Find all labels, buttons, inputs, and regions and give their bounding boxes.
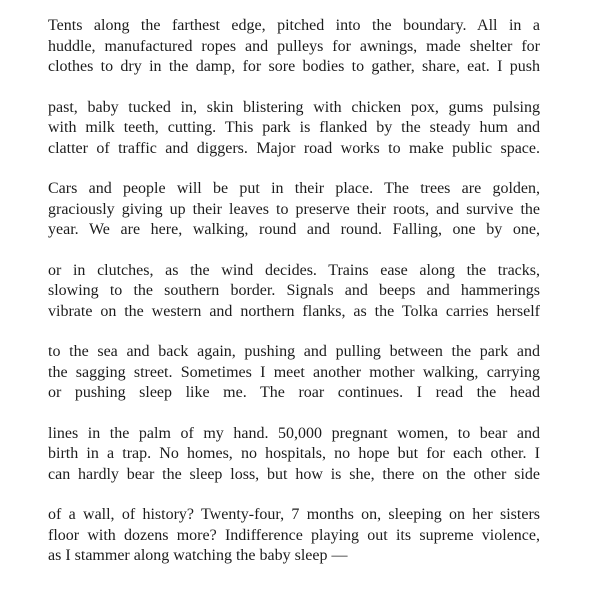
stanza-4 [48,261,540,323]
stanza-7 [48,505,540,567]
poem-line: past, baby tucked in, skin blistering with chicken pox, gums pulsing [48,98,540,116]
stanza-6 [48,424,540,486]
poem-line: Tents along the farthest edge, pitched into the boundary. All in a [48,17,540,34]
stanza-1 [48,16,540,78]
poem-line: can hardly bear the sleep loss, but how is she, there on the other side [48,465,540,483]
poem-line: slowing to the southern border. Signals and beeps and hammerings [48,282,540,299]
poem-line: year. We are here, walking, round and round. Falling, one by one, [48,221,540,238]
poem-line: with milk teeth, cutting. This park is flanked by the steady hum and [48,119,540,136]
poem-line: clothes to dry in the damp, for sore bodies to gather, share, eat. I push [48,58,540,75]
poem-line: of a wall, of history? Twenty-four, 7 months on, sleeping on her sisters [48,506,540,523]
poem-line: as I stammer along watching the baby sleep — [48,547,348,564]
poem-line: floor with dozens more? Indifference playing out its supreme violence, [48,526,540,544]
poem-line: clatter of traffic and diggers. Major road works to make public space. [48,139,540,157]
poem-line: lines in the palm of my hand. 50,000 pregnant women, to bear and [48,424,540,442]
poem-line: huddle, manufactured ropes and pulleys for awnings, made shelter for [48,37,540,55]
poem-line: vibrate on the western and northern flanks, as the Tolka carries herself [48,302,540,320]
poem-line: Cars and people will be put in their place. The trees are golden, [48,180,540,197]
poem-line: to the sea and back again, pushing and pulling between the park and [48,343,540,360]
stanza-5 [48,342,540,404]
poem-line: or in clutches, as the wind decides. Trains ease along the tracks, [48,261,540,279]
stanza-2 [48,98,540,160]
poem-line: birth in a trap. No homes, no hospitals, no hope but for each other. I [48,445,540,462]
poem-line: graciously giving up their leaves to preserve their roots, and survive the [48,200,540,218]
poem-line: the sagging street. Sometimes I meet another mother walking, carrying [48,363,540,381]
poem-page [48,16,540,587]
stanza-3 [48,179,540,241]
poem-line: or pushing sleep like me. The roar continues. I read the head [48,384,540,401]
